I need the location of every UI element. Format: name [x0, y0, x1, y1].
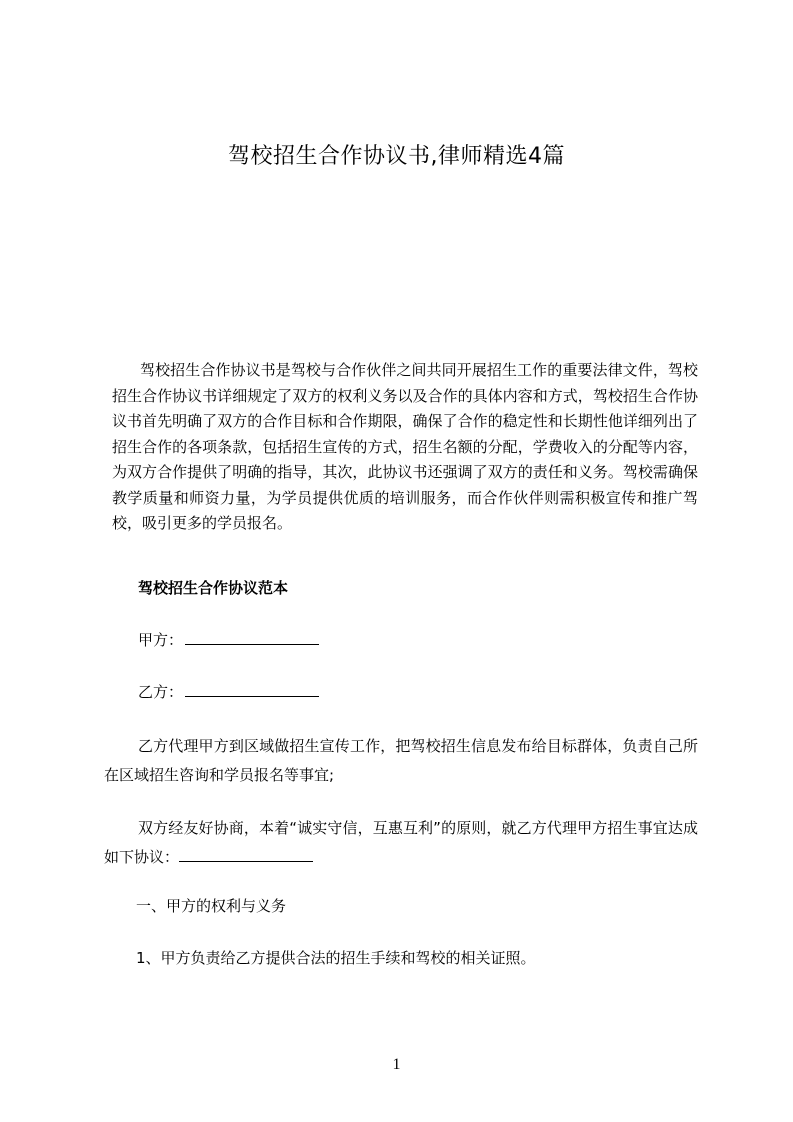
party-b-label: 乙方：: [138, 683, 184, 701]
document-title: 驾校招生合作协议书,律师精选4篇: [228, 144, 565, 169]
page-number: 1: [392, 1056, 401, 1073]
party-b-line: [138, 680, 319, 704]
section-heading-party-a: 一、甲方的权利与义务: [136, 897, 287, 915]
sample-heading: 驾校招生合作协议范本: [138, 579, 289, 597]
agreement-blank: [179, 846, 313, 862]
agreement-text: 双方经友好协商，本着“诚实守信，互惠互利”的原则，就乙方代理甲方招生事宜达成如下协议：: [104, 819, 698, 866]
party-a-line: [138, 628, 319, 652]
party-a-blank: [185, 629, 319, 645]
clause-item: 1、甲方负责给乙方提供合法的招生手续和驾校的相关证照。: [136, 949, 536, 967]
party-b-blank: [185, 681, 319, 697]
agency-paragraph: 乙方代理甲方到区域做招生宣传工作，把驾校招生信息发布给目标群体，负责自己所在区域招生咨询和学员报名等事宜;: [104, 737, 698, 784]
agreement-paragraph: [104, 814, 698, 872]
party-a-label: 甲方：: [138, 631, 184, 649]
intro-paragraph: 驾校招生合作协议书是驾校与合作伙伴之间共同开展招生工作的重要法律文件，驾校招生合作协议书详细规定了双方的权利义务以及合作的具体内容和方式，驾校招生合作协议书首先明确了双方的合作目标和合作期限，确保了合作的稳定性和长期性他详细列出了招生合作的各项条款，包括招生宣传的方式，招生名额的分配，学费收入的分配等内容，为双方合作提供了明确的指导，其次，此协议书还强调了双方的责任和义务。驾校需确保教学质量和师资力量，为学员提供优质的培训服务，而合作伙伴则需积极宣传和推广驾校，吸引更多的学员报名。: [112, 361, 698, 532]
